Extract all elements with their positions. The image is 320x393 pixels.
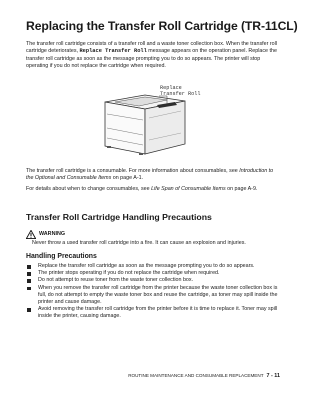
- panel-message: Replace Transfer Roll: [79, 48, 147, 55]
- consumable-text-after: on page A-1.: [111, 175, 144, 182]
- page-footer: [128, 373, 280, 379]
- consumable-paragraph: [26, 168, 280, 183]
- lifespan-text-before: For details about when to change consumables, see: [26, 186, 152, 192]
- list-item-text: Replace the transfer roll cartridge as soon as the message prompting you to do so appears.: [38, 263, 255, 269]
- bullet-square-icon: [27, 265, 31, 269]
- bullet-square-icon: [27, 279, 31, 283]
- consumable-link-text: Introduction to the Optional and Consumable Items: [26, 168, 274, 182]
- list-item: [26, 270, 284, 277]
- list-item-text: When you remove the transfer roll cartridge from the printer because the waste toner collection box is full, do not attempt to empty the waste toner box and reuse the cartridge, as toner may spill inside the printer and cause damage.: [38, 284, 278, 306]
- page-title: Replacing the Transfer Roll Cartridge (TR-11CL): [26, 19, 298, 33]
- intro-text-before: The transfer roll cartridge consists of a transfer roll and a waste toner collection box. When the transfer roll cartridge deteriorates,: [26, 41, 277, 55]
- warning-text: Never throw a used transfer roll cartridge into a fire. It can cause an explosion and injuries.: [32, 240, 246, 246]
- list-item: [26, 263, 284, 270]
- intro-paragraph: [26, 41, 280, 71]
- list-item: [26, 306, 284, 320]
- lifespan-text-after: on page A-9.: [225, 186, 258, 192]
- list-item-text: Avoid removing the transfer roll cartridge from the printer before it is time to replace it. Toner may spill inside the printer, causing damage.: [38, 306, 278, 320]
- handling-heading: Handling Precautions: [26, 253, 97, 260]
- list-item-text: Do not attempt to reuse toner from the waste toner collection box.: [38, 277, 194, 284]
- list-item: [26, 277, 284, 284]
- bullet-square-icon: [27, 308, 31, 312]
- intro-text-after: message appears on the operation panel. Replace the transfer roll cartridge as soon as the message prompting you to do so appears. The printer will stop operating if you do not replace the cartridge when required.: [26, 48, 277, 70]
- bullet-square-icon: [27, 287, 31, 291]
- callout-line-2: Transfer Roll: [160, 91, 201, 98]
- warning-triangle-icon: [26, 230, 36, 239]
- list-item-text: The printer stops operating if you do not replace the cartridge when required.: [38, 270, 220, 277]
- precaution-list: [26, 263, 284, 321]
- section-heading: Transfer Roll Cartridge Handling Precautions: [26, 212, 212, 222]
- lifespan-paragraph: [26, 186, 280, 193]
- footer-chapter: ROUTINE MAINTENANCE AND CONSUMABLE REPLACEMENT: [128, 373, 264, 378]
- warning-box: [26, 230, 280, 250]
- list-item: [26, 285, 284, 307]
- page-number: 7 - 11: [266, 373, 280, 379]
- bullet-square-icon: [27, 272, 31, 276]
- lifespan-link-text: Life Span of Consumable Items: [151, 186, 226, 192]
- consumable-text-before: The transfer roll cartridge is a consumable. For more information about consumables, see: [26, 168, 240, 174]
- warning-label: WARNING: [39, 231, 66, 237]
- callout-line-1: Replace: [160, 85, 182, 91]
- panel-callout: [160, 85, 200, 97]
